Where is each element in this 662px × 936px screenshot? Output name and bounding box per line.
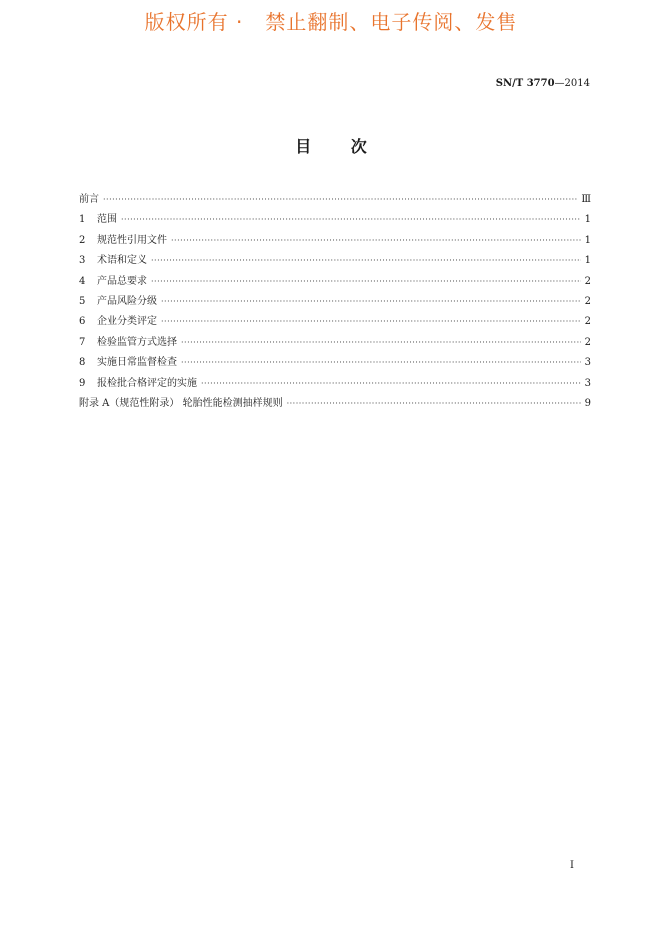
toc-entry-number: 1: [79, 214, 86, 226]
toc-entry-risk-classification[interactable]: [79, 292, 591, 312]
toc-leader-dots: [151, 251, 581, 271]
toc-entry-conformity-assessment[interactable]: [79, 374, 591, 394]
toc-entry-number: 9: [79, 377, 86, 389]
toc-entry-title: 报检批合格评定的实施: [97, 377, 197, 389]
copyright-watermark: 版权所有 · 禁止翻制、电子传阅、发售: [144, 10, 518, 34]
toc-entry-page: 1: [584, 214, 591, 226]
toc-entry-normative-references[interactable]: [79, 231, 591, 251]
toc-entry-number: 5: [79, 295, 86, 307]
toc-entry-page: 2: [584, 336, 591, 348]
toc-leader-dots: [181, 333, 581, 353]
toc-entry-terms-definitions[interactable]: [79, 251, 591, 271]
toc-entry-page: 1: [584, 255, 591, 267]
toc-entry-title: 规范性引用文件: [97, 234, 167, 246]
toc-entry-annex-a[interactable]: [79, 394, 591, 414]
toc-entry-page: 1: [584, 234, 591, 246]
toc-leader-dots: [103, 190, 577, 210]
toc-entry-title: 企业分类评定: [97, 316, 157, 328]
toc-entry-general-requirements[interactable]: [79, 272, 591, 292]
toc-entry-number: 8: [79, 357, 86, 369]
toc-entry-title: 附录 A（规范性附录） 轮胎性能检测抽样规则: [79, 397, 283, 409]
toc-entry-title: 范围: [97, 214, 117, 226]
toc-entry-daily-inspection[interactable]: [79, 353, 591, 373]
toc-entry-number: 6: [79, 316, 86, 328]
toc-entry-page: 2: [584, 275, 591, 287]
toc-leader-dots: [287, 394, 581, 414]
toc-entry-title: 产品风险分级: [97, 295, 157, 307]
toc-entry-title: 前言: [79, 194, 99, 205]
toc-title: 目 次: [295, 137, 367, 156]
toc-entry-title: 术语和定义: [97, 255, 147, 267]
standard-number: [496, 78, 590, 89]
toc-leader-dots: [161, 312, 581, 332]
toc-leader-dots: [161, 292, 581, 312]
toc-entry-number: 7: [79, 336, 86, 348]
toc-entry-title: 检验监管方式选择: [97, 336, 177, 348]
toc-entry-page: 2: [584, 295, 591, 307]
toc-leader-dots: [151, 272, 581, 292]
toc-entry-title: 产品总要求: [97, 275, 147, 287]
toc-leader-dots: [201, 374, 581, 394]
standard-code: SN/T 3770: [495, 78, 555, 89]
toc-leader-dots: [171, 231, 581, 251]
toc-leader-dots: [121, 210, 581, 230]
toc-entry-page: 3: [584, 377, 591, 389]
toc-entry-supervision-mode[interactable]: [79, 333, 591, 353]
toc-entry-number: 2: [79, 234, 86, 246]
toc-entry-page: 3: [584, 357, 591, 369]
toc-entry-page: Ⅲ: [581, 194, 591, 205]
toc-entry-page: 9: [584, 397, 591, 409]
toc-leader-dots: [181, 353, 581, 373]
toc-entry-number: 4: [79, 275, 86, 287]
toc-entry-title: 实施日常监督检查: [97, 357, 177, 369]
toc-entry-number: 3: [79, 255, 86, 267]
toc-entry-page: 2: [584, 316, 591, 328]
table-of-contents: [79, 190, 591, 414]
toc-entry-enterprise-classification[interactable]: [79, 312, 591, 332]
standard-year: —2014: [554, 78, 590, 89]
toc-entry-scope[interactable]: [79, 210, 591, 230]
toc-entry-foreword[interactable]: [79, 190, 591, 210]
page-number: I: [570, 860, 574, 871]
